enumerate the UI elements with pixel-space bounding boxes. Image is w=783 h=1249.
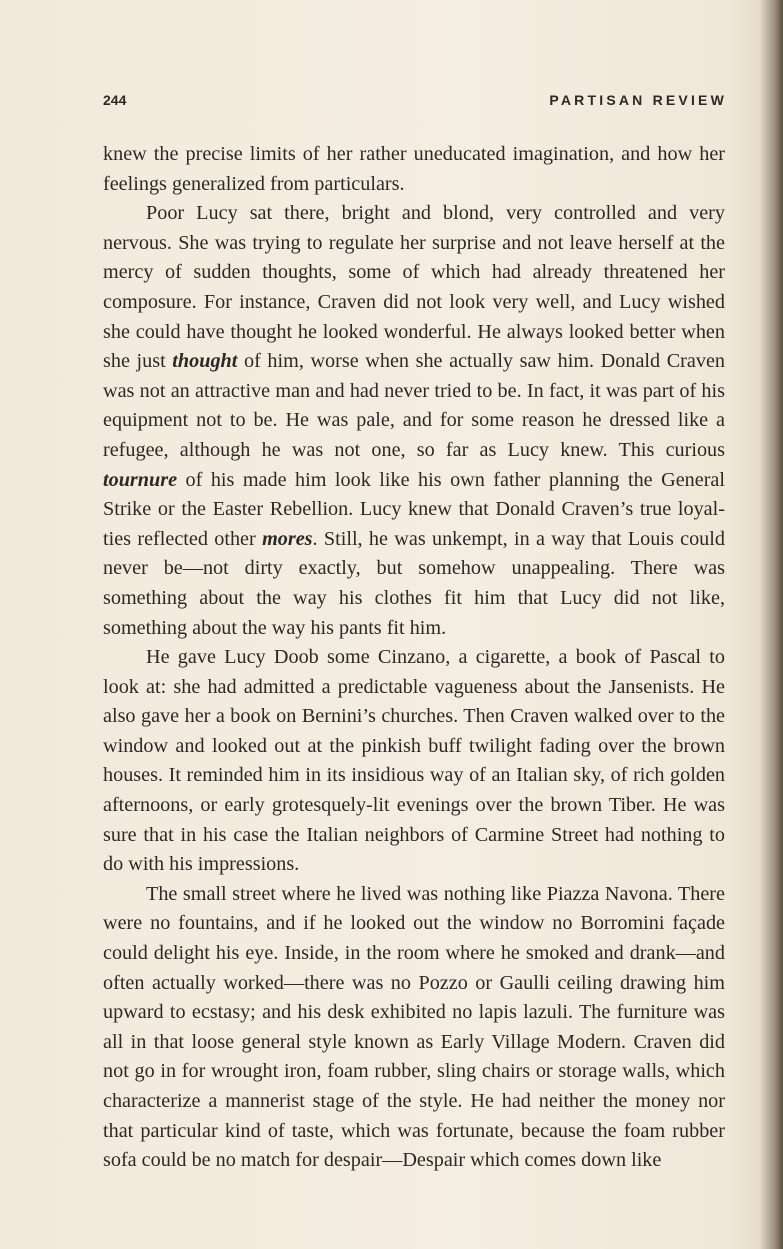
paragraph xyxy=(103,643,725,880)
page-header xyxy=(103,92,727,116)
text-segment: of him, worse when she actually saw him. Donald Craven was not an attractive man and had never tried to be. In fact, it was part of his equipment not to be. He was pale, and for some reason he dressed like a refugee, although he was not one, so far as Lucy knew. This curious xyxy=(103,350,726,461)
text-segment: knew the precise limits of her rather uneducated imagination, and how her feelings generalized from particulars. xyxy=(103,143,725,195)
body-text xyxy=(103,140,725,1176)
text-segment: Poor Lucy sat there, bright and blond, very controlled and very nervous. She was trying to regulate her surprise and not leave herself at the mercy of sudden thoughts, some of which had already threatened her composure. For instance, Craven did not look very well, and Lucy wished she could have thought he looked wonderful. He always looked better when she just xyxy=(103,202,725,373)
page-number: 244 xyxy=(103,92,127,108)
running-head: PARTISAN REVIEW xyxy=(549,92,727,108)
italic-term: tournure xyxy=(103,468,178,491)
italic-term: mores xyxy=(262,527,313,550)
italic-term: thought xyxy=(172,350,238,373)
paragraph xyxy=(103,140,725,199)
text-segment: The small street where he lived was nothing like Piazza Navona. There were no fountains, and if he looked out the window no Borromini façade could delight his eye. Inside, in the room where he smoked and drank—and often actually worked—there was no Pozzo or Gaulli ceiling drawing him upward to ecstasy; and his desk exhibited no lapis lazuli. The furniture was all in that loose general style known as Early Village Modern. Craven did not go in for wrought iron, foam rubber, sling chairs or storage walls, which characterize a mannerist stage of the style. He had neither the money nor that particular kind of taste, which was fortunate, because the foam rubber sofa could be no match for despair—Despair which comes down like xyxy=(103,882,725,1172)
paragraph xyxy=(103,880,725,1176)
paragraph xyxy=(103,199,725,643)
text-segment: . Still, he was unkempt, in a way that Louis could never be—not dirty exactly, but somehow unappealing. There was something about the way his clothes fit him that Lucy did not like, something about the way his pants fit him. xyxy=(103,527,725,639)
text-segment: He gave Lucy Doob some Cinzano, a cigarette, a book of Pascal to look at: she had admitted a predictable vagueness about the Jansenists. He also gave her a book on Bernini’s churches. Then Craven walked over to the window and looked out at the pinkish buff twilight fading over the brown houses. It reminded him in its insidious way of an Italian sky, of rich golden afternoons, or early grotesquely-lit evenings over the brown Tiber. He was sure that in his case the Italian neighbors of Carmine Street had nothing to do with his impressions. xyxy=(103,646,725,876)
text-segment: of his made him look like his own father planning the General Strike or the Easter Rebellion. Lucy knew that Donald Craven’s true loyalties reflected other xyxy=(103,468,725,550)
